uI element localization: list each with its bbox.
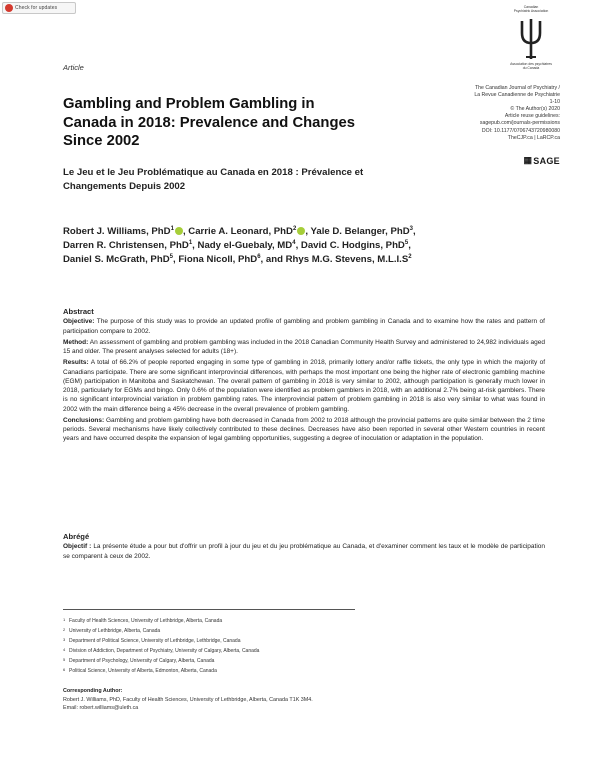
permissions-link[interactable]: sagepub.com/journals-permissions — [479, 120, 560, 127]
abrege-heading: Abrégé — [63, 532, 90, 541]
affiliation-item: 1 Faculty of Health Sciences, University of Lethbridge, Alberta, Canada — [63, 617, 223, 624]
page-range: 1-10 — [549, 99, 560, 106]
author: Daniel S. McGrath, PhD$^5$, — [63, 254, 179, 265]
journal-name-fr: La Revue Canadienne de Psychiatrie — [474, 92, 560, 99]
copyright: © The Author(s) 2020 — [510, 106, 560, 113]
abrege — [63, 532, 545, 561]
logo-bottom-text: Association des psychiatres du Canada — [510, 62, 552, 71]
abstract — [63, 307, 545, 446]
sage-logo-icon: ▦ — [523, 155, 533, 165]
reuse-label: Article reuse guidelines: — [504, 113, 560, 120]
journal-websites[interactable]: TheCJP.ca | LaRCP.ca — [507, 134, 560, 141]
journal-name: The Canadian Journal of Psychiatry / — [474, 85, 560, 91]
author: Yale D. Belanger, PhD$^3$, — [310, 226, 416, 237]
affiliation-item: 5 Department of Psychology, University of Calgary, Alberta, Canada — [63, 656, 215, 664]
author: Rhys M.G. Stevens, $M.L.I.S^2$ — [285, 254, 412, 265]
article-title: Gambling and Problem Gambling in Canada in 2018: Prevalence and Changes Since 2002 — [63, 96, 355, 149]
abstract-objective: Objective: The purpose of this study was to provide an updated profile of gambling and problem gambling in Canada and to examine how the rates and pattern of participation compare to 2002. — [63, 318, 545, 335]
check-updates-icon — [5, 4, 13, 12]
affiliations — [63, 616, 463, 675]
abstract-conclusions: Conclusions: Gambling and problem gambling have both decreased in Canada from 2002 to 2018 although the provincial patterns are quite similar between the 2 time periods. Several mechanisms have likely collectively contributed to these declines. Decreases have also been reported in several other Western countries in recent years and have occurred despite the expansion of legal gambling opportunities, suggesting a degree of inoculation or adaptation in the population. — [63, 416, 546, 443]
logo-top-text: Canadian Psychiatric Association — [513, 5, 549, 14]
affiliation-item: 2 University of Lethbridge, Alberta, Canada — [63, 626, 161, 634]
article-type: Article — [63, 63, 84, 72]
abstract-results: Results: A total of 66.2% of people reported engaging in some type of gambling in 2018, primarily lottery and/or raffle tickets, the only type in which the majority of Canadians participate. There are some significant interprovincial differences, with perhaps the most important one being the higher rate of electronic gambling machine (EGM) participation in Manitoba and Saskatchewan. The overall pattern of gambling in 2018 is very similar to 2002, although participation is generally much lower in 2018, particularly for EGMs and bingo. Only 0.6% of the population were identified as problem gamblers in 2018, with an additional 2.7% being at-risk gamblers. There is no significant interprovincial variation in problem gambling rates. The interprovincial pattern of problem gambling in 2018 is also very similar to what was found in 2002 with the main difference being a 45% decrease in the overall prevalence of problem gambling. — [63, 359, 546, 413]
corresponding-author — [63, 687, 523, 713]
author: Nady el-Guebaly, $MD^4$, — [197, 240, 301, 251]
sage-logo — [523, 155, 560, 166]
article-subtitle-fr: Le Jeu et le Jeu Problématique au Canada en 2018 : Prévalence et Changements Depuis 2002 — [63, 167, 364, 192]
author: David C. Hodgins, PhD$^5$, — [300, 240, 411, 251]
doi[interactable]: DOI: 10.1177/0706743720980080 — [481, 127, 560, 134]
check-for-updates-badge[interactable] — [2, 2, 76, 14]
author: Fiona Nicoll, PhD$^6$, and — [178, 254, 286, 265]
corresponding-address: Robert J. Williams, PhD, Faculty of Health Sciences, University of Lethbridge, Alberta, Canada T1K 3M4. — [63, 696, 313, 703]
cpa-logo — [502, 5, 560, 77]
footnote-divider — [63, 609, 355, 610]
sage-logo-text: SAGE — [533, 155, 560, 166]
author: Darren R. Christensen, PhD$^1$, — [63, 240, 198, 251]
orcid-icon[interactable] — [175, 227, 183, 235]
abrege-objectif: Objectif : La présente étude a pour but d'offrir un profil à jour du jeu et du jeu problématique au Canada, et d'examiner comment les taux et le modèle de participation se comparent à ceux de 2002. — [63, 543, 546, 560]
affiliation-item: 4 Division of Addiction, Department of Psychiatry, University of Calgary, Alberta, Canada — [63, 646, 260, 654]
badge-text: Check for updates — [15, 5, 58, 11]
affiliation-item: 6 Political Science, University of Alberta, Edmonton, Alberta, Canada — [63, 666, 217, 674]
corresponding-email[interactable]: Email: robert.williams@uleth.ca — [63, 705, 139, 712]
author: Carrie A. Leonard, PhD$^2$ , — [188, 226, 311, 237]
abstract-method: Method: An assessment of gambling and problem gambling was included in the 2018 Canadian Community Health Survey and administered to 24,982 individuals aged 15 and older. The present analyses selected for adults (18+). — [63, 338, 546, 355]
journal-meta — [410, 85, 560, 142]
corresponding-heading: Corresponding Author: — [63, 688, 123, 694]
affiliation-item: 3 Department of Political Science, University of Lethbridge, Lethbridge, Canada — [63, 636, 241, 644]
abstract-heading: Abstract — [63, 307, 94, 316]
psi-logo-icon — [519, 17, 543, 61]
author-list — [63, 225, 543, 267]
author: Robert J. Williams, PhD$^1$ , — [63, 226, 189, 237]
